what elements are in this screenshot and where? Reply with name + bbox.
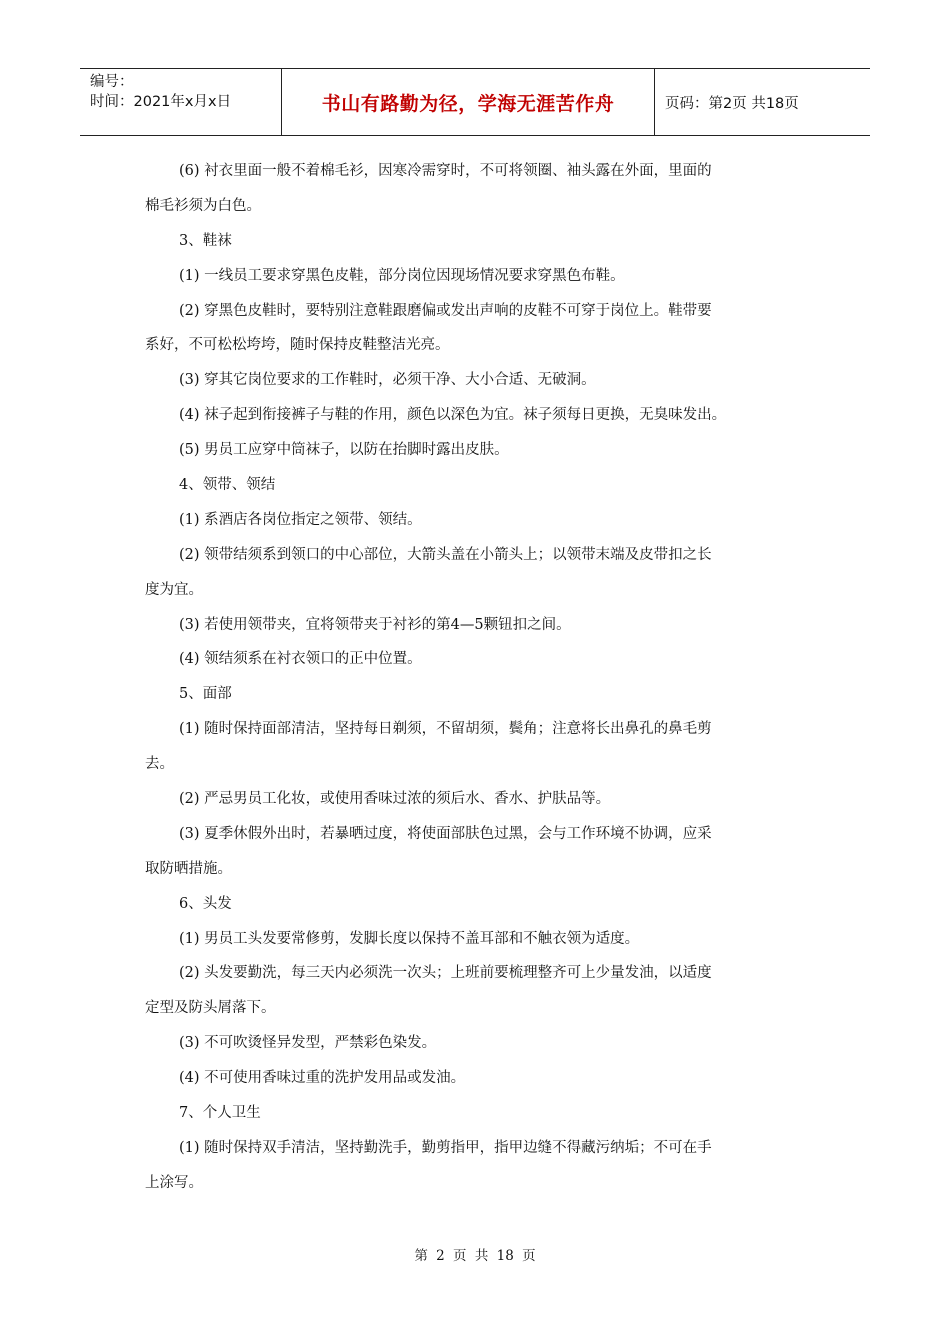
text-line: 6、头发 bbox=[179, 895, 232, 912]
header-left-cell bbox=[80, 69, 282, 135]
text-line: 3、鞋袜 bbox=[179, 232, 232, 249]
text-line: 系好，不可松松垮垮，随时保持皮鞋整洁光亮。 bbox=[145, 337, 450, 354]
date-label: 时间：2021年x月x日 bbox=[90, 94, 232, 110]
text-line: (4) 袜子起到衔接裤子与鞋的作用，颜色以深色为宜。袜子须每日更换，无臭味发出。 bbox=[179, 407, 727, 424]
text-line: (2) 严忌男员工化妆，或使用香味过浓的须后水、香水、护肤品等。 bbox=[179, 791, 611, 808]
text-line: 7、个人卫生 bbox=[179, 1105, 261, 1122]
text-line: (3) 穿其它岗位要求的工作鞋时，必须干净、大小合适、无破洞。 bbox=[179, 372, 596, 389]
text-line: (1) 男员工头发要常修剪，发脚长度以保持不盖耳部和不触衣领为适度。 bbox=[179, 930, 640, 947]
text-line: 度为宜。 bbox=[145, 581, 203, 598]
text-line: 4、领带、领结 bbox=[179, 477, 276, 494]
text-line: (1) 随时保持双手清洁，坚持勤洗手，勤剪指甲，指甲边缝不得藏污纳垢；不可在手 bbox=[179, 1139, 712, 1156]
text-line: (4) 不可使用香味过重的洗护发用品或发油。 bbox=[179, 1070, 466, 1087]
text-line: (2) 穿黑色皮鞋时，要特别注意鞋跟磨偏或发出声响的皮鞋不可穿于岗位上。鞋带要 bbox=[179, 302, 712, 319]
text-line: 定型及防头屑落下。 bbox=[145, 1000, 276, 1017]
text-line: 去。 bbox=[145, 756, 174, 773]
text-line: (2) 领带结须系到领口的中心部位，大箭头盖在小箭头上；以领带末端及皮带扣之长 bbox=[179, 546, 712, 563]
header-page-info: 页码：第2页 共18页 bbox=[665, 95, 799, 112]
number-label: 编号： bbox=[90, 74, 134, 90]
text-line: (3) 若使用领带夹，宜将领带夹于衬衫的第4—5颗钮扣之间。 bbox=[179, 616, 571, 633]
page-footer: 第 2 页 共 18 页 bbox=[414, 1248, 536, 1264]
document-body bbox=[145, 154, 805, 1201]
text-line: 上涂写。 bbox=[145, 1174, 203, 1191]
text-line: (1) 一线员工要求穿黑色皮鞋，部分岗位因现场情况要求穿黑色布鞋。 bbox=[179, 267, 625, 284]
text-line: 5、面部 bbox=[179, 686, 232, 703]
text-line: 取防晒措施。 bbox=[145, 860, 232, 877]
text-line: (3) 夏季休假外出时，若暴晒过度，将使面部肤色过黑，会与工作环境不协调，应采 bbox=[179, 825, 712, 842]
text-line: (1) 随时保持面部清洁，坚持每日剃须，不留胡须，鬓角；注意将长出鼻孔的鼻毛剪 bbox=[179, 721, 712, 738]
text-line: (3) 不可吹烫怪异发型，严禁彩色染发。 bbox=[179, 1035, 437, 1052]
header-motto: 书山有路勤为径，学海无涯苦作舟 bbox=[282, 69, 655, 135]
text-line: (6) 衬衣里面一般不着棉毛衫，因寒冷需穿时，不可将领圈、袖头露在外面，里面的 bbox=[179, 163, 712, 179]
text-line: (1) 系酒店各岗位指定之领带、领结。 bbox=[179, 511, 422, 528]
text-line: 棉毛衫须为白色。 bbox=[145, 197, 261, 214]
text-line: (4) 领结须系在衬衣领口的正中位置。 bbox=[179, 651, 422, 668]
text-line: (2) 头发要勤洗，每三天内必须洗一次头；上班前要梳理整齐可上少量发油，以适度 bbox=[179, 965, 712, 982]
page-header bbox=[80, 68, 870, 136]
text-line: (5) 男员工应穿中筒袜子，以防在抬脚时露出皮肤。 bbox=[179, 442, 509, 459]
